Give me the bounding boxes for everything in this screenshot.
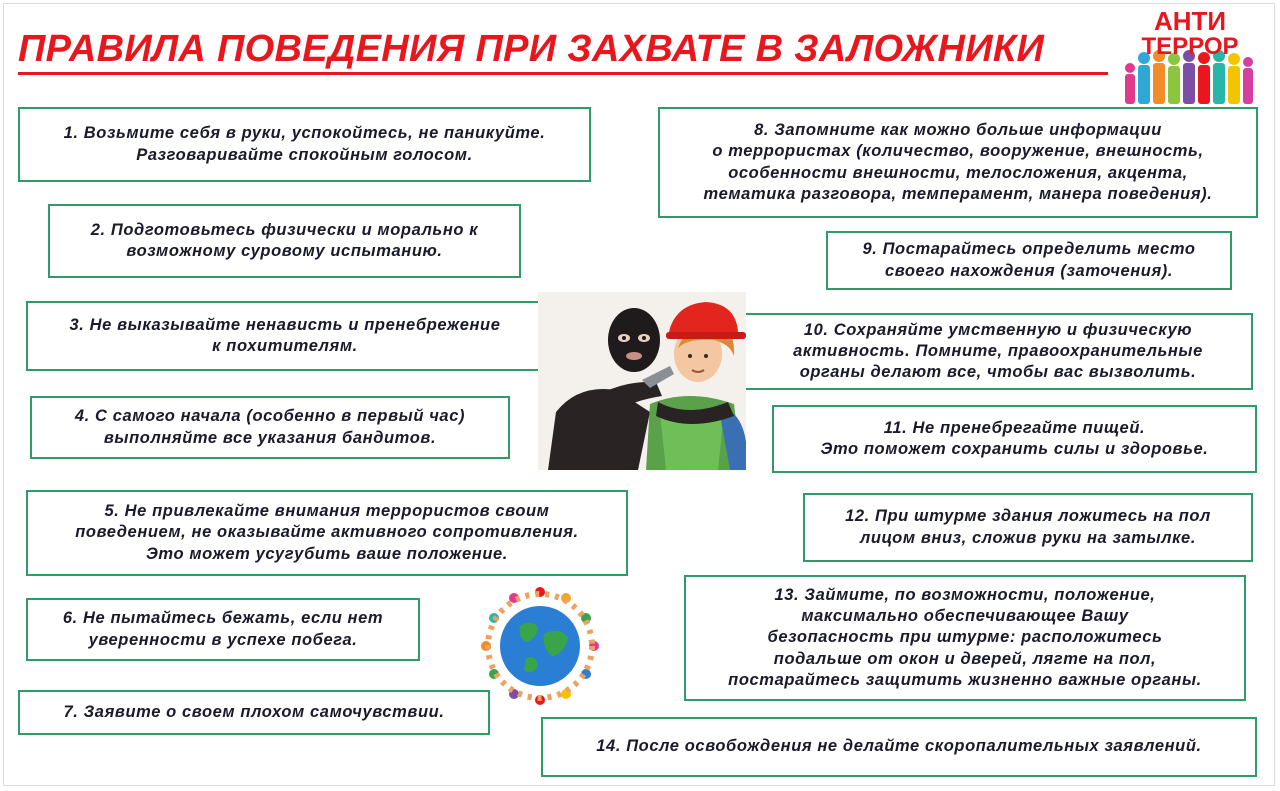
title-underline — [18, 72, 1108, 75]
anti-terror-logo — [1118, 6, 1258, 108]
rule-4: 4. С самого начала (особенно в первый час) выполняйте все указания бандитов. — [30, 396, 510, 459]
rule-3: 3. Не выказывайте ненависть и пренебрежение к похитителям. — [26, 301, 544, 371]
rule-13: 13. Займите, по возможности, положение, максимально обеспечивающее Вашу безопасность при штурме: расположитесь подальше от окон и дверей, лягте на пол, постарайтесь защитить жизненно важные органы. — [684, 575, 1246, 701]
globe-with-children-icon — [476, 582, 604, 710]
rule-12: 12. При штурме здания ложитесь на пол лицом вниз, сложив руки на затылке. — [803, 493, 1253, 562]
logo-bottom-word: ТЕРРОР — [1141, 33, 1239, 60]
rule-11: 11. Не пренебрегайте пищей. Это поможет сохранить силы и здоровье. — [772, 405, 1257, 473]
logo-top-word: АНТИ — [1153, 6, 1227, 36]
rule-6: 6. Не пытайтесь бежать, если нет уверенности в успехе побега. — [26, 598, 420, 661]
rule-10: 10. Сохраняйте умственную и физическую активность. Помните, правоохранительные органы делают все, чтобы вас вызволить. — [743, 313, 1253, 390]
rule-2: 2. Подготовьтесь физически и морально к возможному суровому испытанию. — [48, 204, 521, 278]
poster-title: ПРАВИЛА ПОВЕДЕНИЯ ПРИ ЗАХВАТЕ В ЗАЛОЖНИКИ — [18, 28, 1045, 70]
globe-sphere — [500, 606, 580, 686]
rule-5: 5. Не привлекайте внимания террористов своим поведением, не оказывайте активного сопротивления. Это может усугубить ваше положение. — [26, 490, 628, 576]
rule-8: 8. Запомните как можно больше информации о террористах (количество, вооружение, внешность, особенности внешности, телосложения, акцента, тематика разговора, темперамент, манера поведения). — [658, 107, 1258, 218]
rule-14: 14. После освобождения не делайте скоропалительных заявлений. — [541, 717, 1257, 777]
rule-9: 9. Постарайтесь определить место своего нахождения (заточения). — [826, 231, 1232, 290]
hostage-illustration — [538, 292, 746, 470]
rule-1: 1. Возьмите себя в руки, успокойтесь, не паникуйте. Разговаривайте спокойным голосом. — [18, 107, 591, 182]
rule-7: 7. Заявите о своем плохом самочувствии. — [18, 690, 490, 735]
